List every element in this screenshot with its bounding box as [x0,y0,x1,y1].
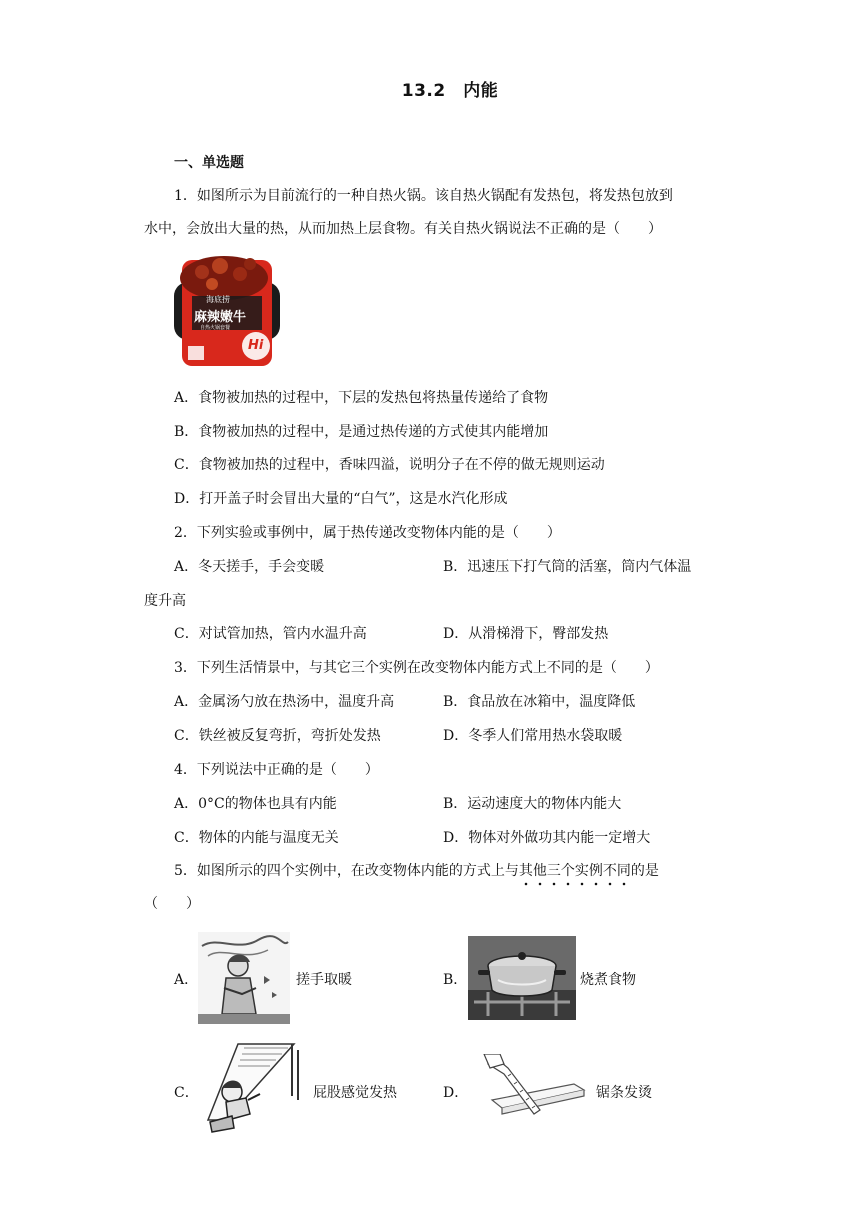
page-title: 13.2 内能 [401,81,499,101]
hotpot-product-sub: 自热火锅套餐 [200,325,231,331]
q1-option-c: C．食物被加热的过程中，香味四溢，说明分子在不停的做无规则运动 [174,457,605,473]
pot-on-stove-icon [468,936,576,1020]
q5-option-d-letter: D． [443,1085,469,1101]
emphasis-dots [519,882,631,886]
q2-option-b-line1: B．迅速压下打气筒的活塞，筒内气体温 [443,559,692,575]
q5-option-d-caption: 锯条发烫 [596,1085,652,1101]
q4-option-c: C．物体的内能与温度无关 [174,830,339,846]
saw-cutting-wood-icon [478,1054,588,1122]
q4-option-b: B．运动速度大的物体内能大 [443,796,622,812]
hotpot-product-name: 麻辣嫩牛 [194,310,247,325]
q5-option-a-image [198,932,290,1024]
q5-option-b-letter: B． [443,972,468,988]
q5-option-b-caption: 烧煮食物 [580,972,636,988]
q5-option-c-caption: 屁股感觉发热 [313,1085,397,1101]
hotpot-logo-text: Hi [248,338,264,353]
q5-option-a-letter: A． [174,972,199,988]
child-on-slide-icon [198,1040,302,1140]
person-rubbing-hands-icon [198,932,290,1024]
hotpot-brand-text: 海底捞 [206,295,230,304]
q1-stem-line1: 1．如图所示为目前流行的一种自热火锅。该自热火锅配有发热包，将发热包放到 [174,188,673,204]
q5-stem-emphasis: 其他三个实例不同 [519,863,631,879]
q4-option-d: D．物体对外做功其内能一定增大 [443,830,651,846]
q1-stem-line2: 水中，会放出大量的热，从而加热上层食物。有关自热火锅说法不正确的是（ ） [144,221,662,237]
q3-option-b: B．食品放在冰箱中，温度降低 [443,694,636,710]
q5-option-c-letter: C． [174,1085,199,1101]
q5-option-b-image [468,936,576,1020]
q3-option-d: D．冬季人们常用热水袋取暖 [443,728,623,744]
q1-option-a: A．食物被加热的过程中，下层的发热包将热量传递给了食物 [174,390,549,406]
q5-stem [174,861,659,881]
q5-option-c-image [198,1040,302,1140]
q5-stem-line2: （ ） [144,896,200,912]
q3-option-c: C．铁丝被反复弯折，弯折处发热 [174,728,381,744]
q4-option-a: A．0°C的物体也具有内能 [174,796,337,812]
section-heading: 一、单选题 [174,155,244,171]
q4-stem: 4．下列说法中正确的是（ ） [174,762,379,778]
q2-option-a: A．冬天搓手，手会变暖 [174,559,325,575]
q5-stem-pre: 5．如图所示的四个实例中，在改变物体内能的方式上与 [174,863,519,879]
q5-option-d-image [478,1054,588,1122]
q2-stem: 2．下列实验或事例中，属于热传递改变物体内能的是（ ） [174,525,561,541]
q1-option-b: B．食物被加热的过程中，是通过热传递的方式使其内能增加 [174,424,549,440]
q2-option-b-line2: 度升高 [144,593,186,609]
q2-option-d: D．从滑梯滑下，臀部发热 [443,626,609,642]
q3-option-a: A．金属汤勺放在热汤中，温度升高 [174,694,395,710]
q5-option-a-caption: 搓手取暖 [296,972,352,988]
q3-stem: 3．下列生活情景中，与其它三个实例在改变物体内能方式上不同的是（ ） [174,660,659,676]
self-heating-hotpot-image [172,254,282,370]
q2-option-c: C．对试管加热，管内水温升高 [174,626,367,642]
q5-stem-post: 的是 [630,863,659,879]
q1-option-d: D．打开盖子时会冒出大量的“白气”，这是水汽化形成 [174,491,508,507]
